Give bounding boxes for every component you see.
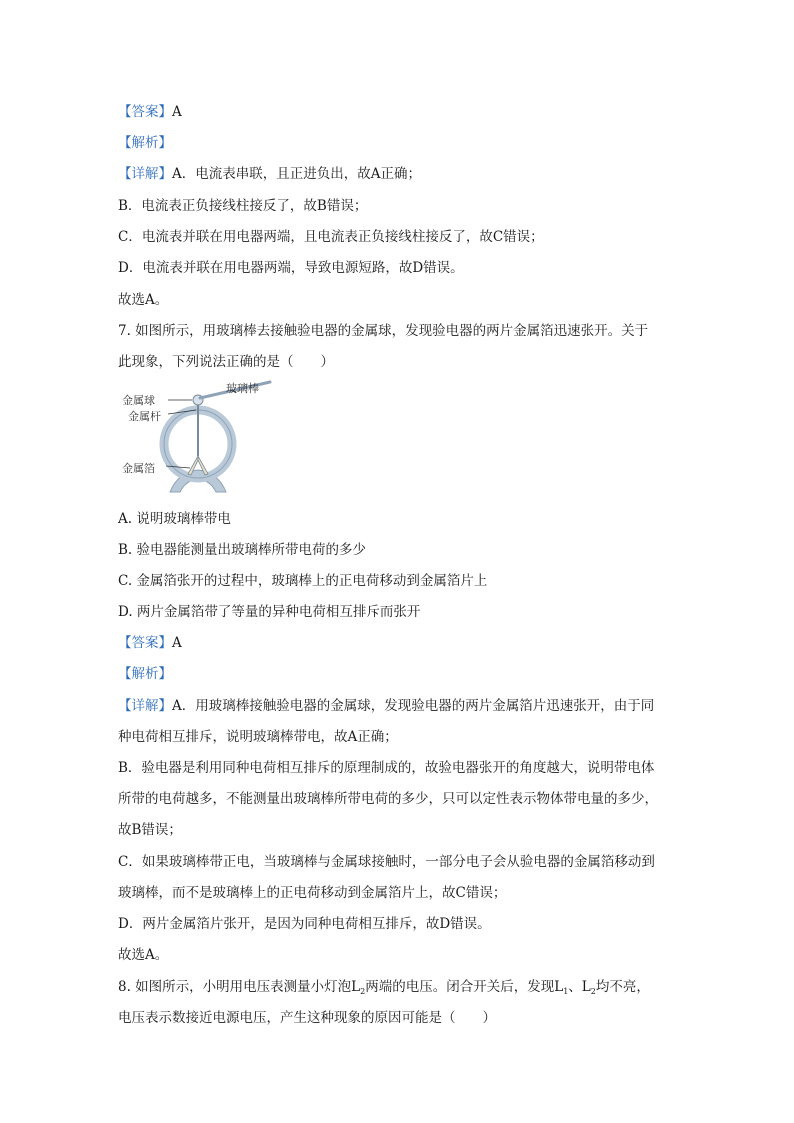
q8-stem-part4: 均不亮， <box>595 979 650 995</box>
electroscope-illustration <box>118 380 278 500</box>
detail-tag: 【详解】 <box>118 698 172 714</box>
q7-option-b: B. 验电器能测量出玻璃棒所带电荷的多少 <box>118 542 367 558</box>
q6-answer <box>118 103 182 121</box>
q6-analysis-tag: 【解析】 <box>118 135 172 151</box>
q6-detail-d: D．电流表并联在用电器两端，导致电源短路，故D错误。 <box>118 260 464 276</box>
q7-analysis-tag: 【解析】 <box>118 666 172 682</box>
answer-value: A <box>172 104 182 120</box>
detail-text: A．用玻璃棒接触验电器的金属球，发现验电器的两片金属箔片迅速张开，由于同 <box>172 698 655 714</box>
answer-value: A <box>172 635 182 651</box>
q8-stem-line1 <box>118 978 650 1001</box>
q8-stem-part1: 8. 如图所示，小明用电压表测量小灯泡L <box>118 979 361 995</box>
q7-detail-c2: 玻璃棒，而不是玻璃棒上的正电荷移动到金属箔片上，故C错误； <box>118 885 507 901</box>
q8-stem-sub1: 2 <box>360 987 366 996</box>
q7-stem-line1: 7. 如图所示，用玻璃棒去接触验电器的金属球，发现验电器的两片金属箔迅速张开。关于 <box>118 323 649 339</box>
q7-option-c: C. 金属箔张开的过程中，玻璃棒上的正电荷移动到金属箔片上 <box>118 573 488 589</box>
ball-label: 金属球 <box>122 394 155 407</box>
q7-answer <box>118 634 182 652</box>
q6-detail-c: C．电流表并联在用电器两端，且电流表正负接线柱接反了，故C错误； <box>118 229 544 245</box>
electroscope-figure <box>118 380 278 500</box>
q7-detail-b2: 所带的电荷越多，不能测量出玻璃棒所带电荷的多少，只可以定性表示物体带电量的多少， <box>118 791 658 807</box>
q7-detail-a2: 种电荷相互排斥，说明玻璃棒带电，故A正确； <box>118 729 398 745</box>
q7-option-a: A. 说明玻璃棒带电 <box>118 511 231 527</box>
detail-tag: 【详解】 <box>118 166 172 182</box>
q7-detail-b1: B．验电器是利用同种电荷相互排斥的原理制成的，故验电器张开的角度越大，说明带电体 <box>118 760 655 776</box>
q8-stem-sub2: 1 <box>563 987 569 996</box>
q7-detail-d: D．两片金属箔片张开，是因为同种电荷相互排斥，故D错误。 <box>118 916 491 932</box>
answer-tag: 【答案】 <box>118 635 172 651</box>
q8-stem-part3: 、L <box>568 979 591 995</box>
answer-tag: 【答案】 <box>118 104 172 120</box>
q8-stem-part2: 两端的电压。闭合开关后，发现L <box>365 979 564 995</box>
q8-stem-sub3: 2 <box>590 987 596 996</box>
q7-option-d: D. 两片金属箔带了等量的异种电荷相互排斥而张开 <box>118 604 421 620</box>
q7-conclusion: 故选A。 <box>118 947 169 963</box>
q7-stem-line2: 此现象，下列说法正确的是（ ） <box>118 354 334 370</box>
foil-label: 金属箔 <box>122 462 155 475</box>
q6-detail-b: B．电流表正负接线柱接反了，故B错误； <box>118 198 368 214</box>
stem-label: 金属杆 <box>128 410 161 423</box>
q8-stem-line2: 电压表示数接近电源电压，产生这种现象的原因可能是（ ） <box>118 1010 496 1026</box>
q6-conclusion: 故选A。 <box>118 292 169 308</box>
q7-detail-c1: C．如果玻璃棒带正电，当玻璃棒与金属球接触时，一部分电子会从验电器的金属箔移动到 <box>118 854 655 870</box>
detail-text: A．电流表串联，且正进负出，故A正确； <box>172 166 421 182</box>
rod-label: 玻璃棒 <box>226 382 259 395</box>
q7-detail-a1 <box>118 697 654 715</box>
q6-detail-a <box>118 165 421 183</box>
q7-detail-b3: 故B错误； <box>118 822 182 838</box>
